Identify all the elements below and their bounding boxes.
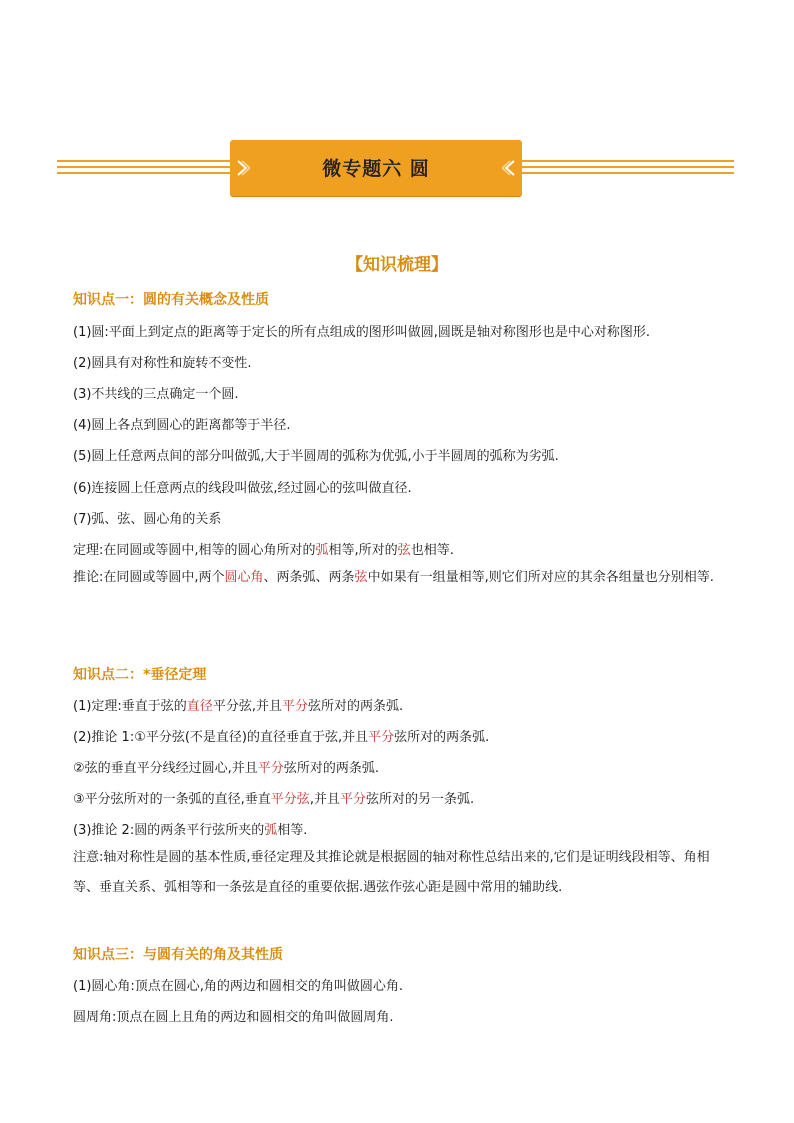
- text: 弦所对的两条弧.: [394, 730, 490, 745]
- kp1-line-3: (3)不共线的三点确定一个圆.: [73, 387, 239, 402]
- text: 弦所对的两条弧.: [283, 761, 379, 776]
- text: 弦所对的两条弧.: [307, 699, 404, 714]
- highlight: 平分: [339, 792, 366, 807]
- highlight: 直径: [186, 699, 213, 714]
- highlight: 平分: [368, 730, 395, 745]
- page-title: 微专题六 圆: [322, 158, 430, 180]
- banner-box: [230, 140, 522, 196]
- kp1-line-4: (4)圆上各点到圆心的距离都等于半径.: [73, 418, 291, 433]
- banner-lines-right: [522, 158, 734, 176]
- highlight: 弦: [354, 570, 368, 585]
- kp1-theorem: [73, 539, 454, 558]
- highlight: 弧: [315, 543, 329, 558]
- text: (1)定理:垂直于弦的: [73, 699, 187, 714]
- text: 推论:在同圆或等圆中,两个: [73, 570, 225, 585]
- highlight: 弦: [397, 543, 411, 558]
- title-banner: [0, 138, 794, 198]
- kp2-title: 知识点二：*垂径定理: [73, 667, 207, 683]
- kp2-line-4: [73, 788, 474, 807]
- kp1-title: 知识点一：圆的有关概念及性质: [73, 292, 269, 308]
- chevron-left-icon: [502, 158, 516, 178]
- text: ③平分弦所对的一条弧的直径,垂直: [73, 792, 271, 807]
- kp2-line-1: [73, 695, 403, 714]
- kp1-line-2: (2)圆具有对称性和旋转不变性.: [73, 356, 252, 371]
- text: 也相等.: [410, 543, 454, 558]
- kp3-line-1: (1)圆心角:顶点在圆心,角的两边和圆相交的角叫做圆心角.: [73, 979, 404, 994]
- banner-lines-left: [57, 158, 230, 176]
- kp2-note: 注意:轴对称性是圆的基本性质,垂径定理及其推论就是根据圆的轴对称性总结出来的,它们是证明线段相等、角相等、垂直关系、弧相等和一条弦是直径的重要依据.遇弦作弦心距是圆中常用的辅助线.: [73, 850, 710, 895]
- text: 弦所对的另一条弧.: [365, 792, 475, 807]
- kp1-line-6: (6)连接圆上任意两点的线段叫做弦,经过圆心的弦叫做直径.: [73, 481, 412, 496]
- kp2-line-3: [73, 757, 379, 776]
- text: 定理:在同圆或等圆中,相等的圆心角所对的: [73, 543, 316, 558]
- kp3-line-2: 圆周角:顶点在圆上且角的两边和圆相交的角叫做圆周角.: [73, 1010, 394, 1025]
- text: ②弦的垂直平分线经过圆心,并且: [73, 761, 258, 776]
- text: 相等,所对的: [328, 543, 398, 558]
- highlight: 平分: [257, 761, 284, 776]
- kp2-line-2: [73, 726, 489, 745]
- highlight: 圆心角: [224, 570, 264, 585]
- highlight: 平分弦: [270, 792, 310, 807]
- section-heading: 【知识梳理】: [346, 255, 448, 275]
- kp1-line-1: (1)圆:平面上到定点的距离等于定长的所有点组成的图形叫做圆,圆既是轴对称图形也是中心对称图形.: [73, 325, 651, 340]
- kp2-line-5: [73, 819, 307, 838]
- text: 相等.: [277, 823, 308, 838]
- text: 、两条弧、两条: [263, 570, 355, 585]
- text: 平分弦,并且: [212, 699, 282, 714]
- text: 中如果有一组量相等,则它们所对应的其余各组量也分别相等.: [367, 570, 714, 585]
- highlight: 平分: [281, 699, 308, 714]
- kp1-line-7: (7)弧、弦、圆心角的关系: [73, 512, 222, 527]
- kp1-line-5: (5)圆上任意两点间的部分叫做弧,大于半圆周的弧称为优弧,小于半圆周的弧称为劣弧.: [73, 449, 559, 464]
- kp1-corollary: [73, 563, 733, 593]
- text: (3)推论 2:圆的两条平行弦所夹的: [73, 823, 265, 838]
- highlight: 弧: [264, 823, 278, 838]
- kp3-title: 知识点三：与圆有关的角及其性质: [73, 947, 283, 963]
- text: (2)推论 1:①平分弦(不是直径)的直径垂直于弦,并且: [73, 730, 369, 745]
- text: ,并且: [309, 792, 340, 807]
